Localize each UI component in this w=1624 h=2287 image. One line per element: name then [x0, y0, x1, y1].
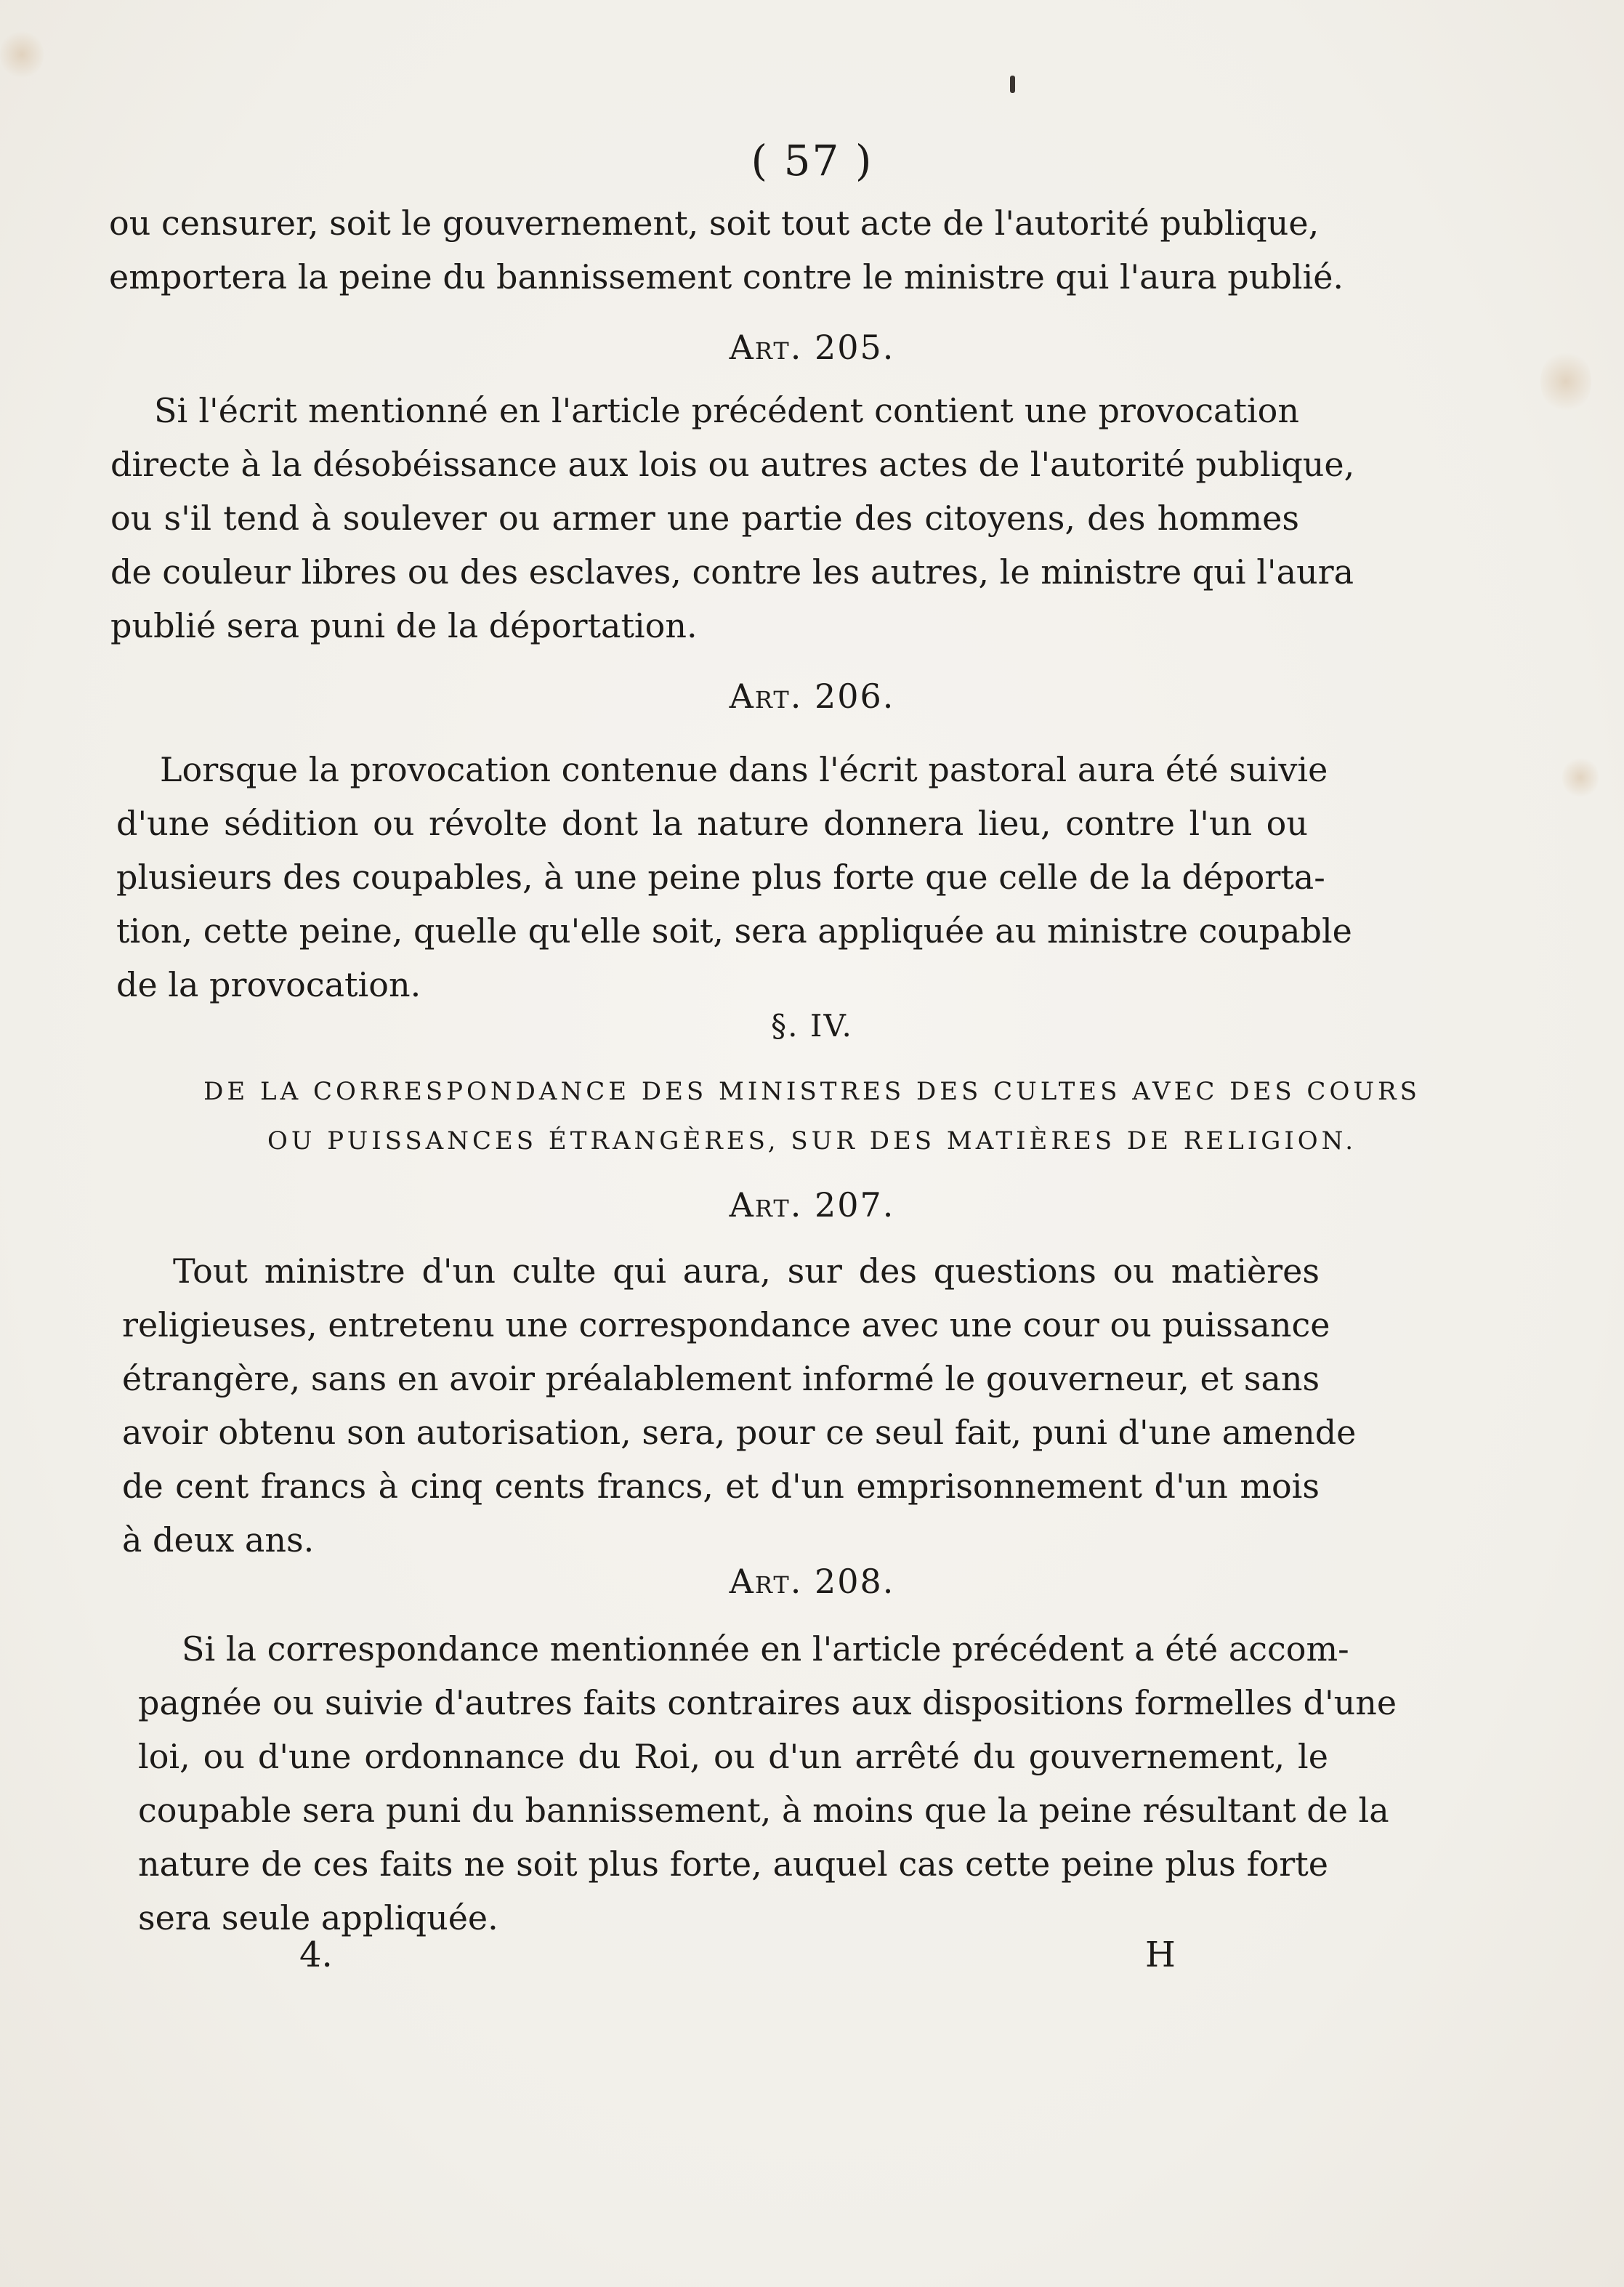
text-line: ou s'il tend à soulever ou armer une partie des citoyens, des hommes	[110, 499, 1299, 538]
text-line: plusieurs des coupables, à une peine plus forte que celle de la déporta-	[116, 858, 1325, 897]
signature-letter: H	[1145, 1935, 1176, 1975]
text-line: sera seule appliquée.	[138, 1898, 498, 1937]
page-number: ( 57 )	[751, 136, 873, 185]
paper-stain	[1562, 756, 1599, 799]
text-line: ou censurer, soit le gouvernement, soit tout acte de l'autorité publique,	[109, 203, 1320, 243]
text-line: nature de ces faits ne soit plus forte, auquel cas cette peine plus forte	[138, 1844, 1328, 1884]
text-line: de couleur libres ou des esclaves, contre les autres, le ministre qui l'aura	[110, 552, 1354, 592]
text-line: loi, ou d'une ordonnance du Roi, ou d'un arrêté du gouvernement, le	[138, 1737, 1328, 1776]
text-line: étrangère, sans en avoir préalablement informé le gouverneur, et sans	[122, 1359, 1320, 1398]
section-iv-mark: §. IV.	[771, 1008, 853, 1044]
article-208-heading: Art. 208.	[729, 1562, 895, 1601]
text-line: Lorsque la provocation contenue dans l'écrit pastoral aura été suivie	[160, 750, 1328, 789]
article-208-paragraph	[138, 1622, 1397, 1945]
section-title-line: DE LA CORRESPONDANCE DES MINISTRES DES CULTES AVEC DES COURS	[203, 1077, 1421, 1106]
text-line: religieuses, entretenu une correspondance avec une cour ou puissance	[122, 1305, 1330, 1344]
text-line: Si la correspondance mentionnée en l'article précédent a été accom-	[182, 1629, 1349, 1669]
text-line: emportera la peine du bannissement contre le ministre qui l'aura publié.	[109, 257, 1344, 297]
text-line: de la provocation.	[116, 965, 421, 1004]
text-line: d'une sédition ou révolte dont la nature donnera lieu, contre l'un ou	[116, 804, 1308, 843]
text-line: avoir obtenu son autorisation, sera, pour ce seul fait, puni d'une amende	[122, 1413, 1357, 1452]
text-line: tion, cette peine, quelle qu'elle soit, sera appliquée au ministre coupable	[116, 911, 1352, 951]
text-line: à deux ans.	[122, 1520, 315, 1560]
section-iv-title	[0, 1067, 1624, 1166]
article-205-heading: Art. 205.	[729, 328, 895, 367]
section-title-line: OU PUISSANCES ÉTRANGÈRES, SUR DES MATIÈRES DE RELIGION.	[267, 1126, 1357, 1155]
text-line: Tout ministre d'un culte qui aura, sur des questions ou matières	[173, 1251, 1320, 1291]
text-line: Si l'écrit mentionné en l'article précédent contient une provocation	[154, 391, 1299, 430]
paper-stain	[0, 29, 44, 80]
text-line: publié sera puni de la déportation.	[110, 606, 698, 645]
text-line: coupable sera puni du bannissement, à moins que la peine résultant de la	[138, 1791, 1389, 1830]
article-206-heading: Art. 206.	[729, 677, 895, 716]
article-207-paragraph	[122, 1244, 1357, 1567]
article-206-paragraph	[116, 743, 1352, 1012]
article-207-heading: Art. 207.	[729, 1185, 895, 1225]
text-line: pagnée ou suivie d'autres faits contraires aux dispositions formelles d'une	[138, 1683, 1397, 1722]
text-line: directe à la désobéissance aux lois ou autres actes de l'autorité publique,	[110, 445, 1355, 484]
continuation-paragraph	[109, 196, 1344, 304]
article-205-paragraph	[110, 384, 1355, 653]
signature-number: 4.	[299, 1935, 333, 1975]
text-line: de cent francs à cinq cents francs, et d'un emprisonnement d'un mois	[122, 1467, 1320, 1506]
ink-mark	[1010, 76, 1015, 93]
